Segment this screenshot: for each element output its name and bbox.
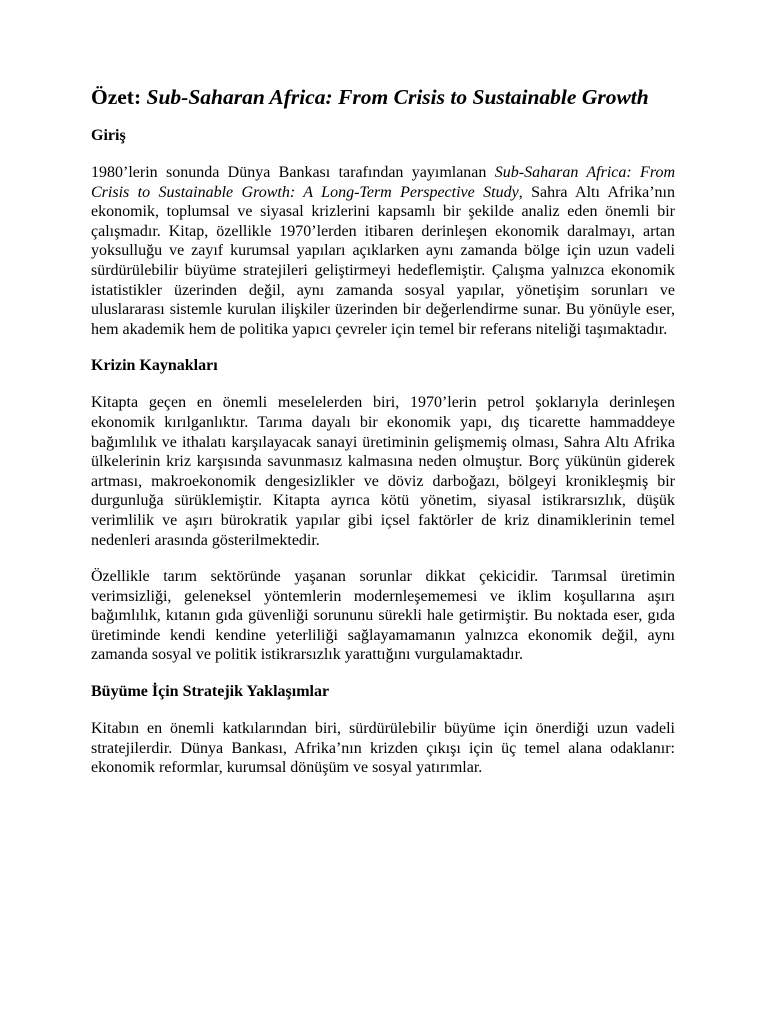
paragraph: Kitapta geçen en önemli meselelerden biri, 1970’lerin petrol şoklarıyla derinleşen ekonomik kırılganlıktır. Tarıma dayalı bir ekonomik yapı, dış ticarette hammaddeye bağımlılık ve ithalatı karşılayacak sanayi üretiminin gelişmemiş olması, Sahra Altı Afrika ülkelerinin kriz karşısında savunmasız kalmasına neden olmuştur. Borç yükünün giderek artması, makroekonomik dengesizlikler ve döviz darboğazı, bölgeyi kronikleşmiş bir durgunluğa sürüklemiştir. Kitapta ayrıca kötü yönetim, siyasal istikrarsızlık, düşük verimlilik ve aşırı bürokratik yapılar gibi içsel faktörler de kriz dinamiklerinin temel nedenleri arasında gösterilmektedir.: [91, 394, 675, 549]
section-heading-krizin-kaynaklari: Krizin Kaynakları: [91, 357, 218, 375]
paragraph-text-after: , Sahra Altı Afrika’nın ekonomik, toplumsal ve siyasal krizlerini kapsamlı bir şekilde analiz eden önemli bir çalışmadır. Kitap, özellikle 1970’lerden itibaren derinleşen ekonomik daralmayı, artan yoksulluğu ve zayıf kurumsal yapıları açıklarken aynı zamanda bölge için uzun vadeli sürdürülebilir büyüme stratejileri geliştirmeyi hedeflemiştir. Çalışma yalnızca ekonomik istatistikler üzerinden değil, aynı zamanda sosyal yapılar, yönetişim sorunları ve uluslararası sistemle kurulan ilişkiler üzerinden bir değerlendirme sunar. Bu yönüyle eser, hem akademik hem de politika yapıcı çevreler için temel bir referans niteliği taşımaktadır.: [91, 183, 675, 338]
paragraph: [91, 163, 675, 339]
title-italic: Sub-Saharan Africa: From Crisis to Sustainable Growth: [146, 85, 649, 109]
section-heading-giris: Giriş: [91, 127, 126, 144]
document-title: [91, 84, 675, 110]
paragraph-text-before: 1980’lerin sonunda Dünya Bankası tarafından yayımlanan: [91, 164, 495, 181]
paragraph-italic-title: Sub-Saharan Africa: From Crisis to Sustainable Growth: A Long-Term Perspective Study: [91, 164, 676, 201]
title-prefix: Özet:: [91, 85, 147, 109]
section-heading-buyume-stratejileri: Büyüme İçin Stratejik Yaklaşımlar: [91, 683, 330, 701]
paragraph: Özellikle tarım sektöründe yaşanan sorunlar dikkat çekicidir. Tarımsal üretimin verimsizliği, geleneksel yöntemlerin modernleşememesi ve iklim koşullarına aşırı bağımlılık, kıtanın gıda güvenliği sorununu sürekli hale getirmiştir. Bu noktada eser, gıda üretiminde kendi kendine yeterliliği sağlayamamanın yalnızca ekonomik değil, aynı zamanda sosyal ve politik istikrarsızlık yarattığını vurgulamaktadır.: [91, 568, 675, 664]
document-page: [91, 84, 675, 795]
paragraph: Kitabın en önemli katkılarından biri, sürdürülebilir büyüme için önerdiği uzun vadeli stratejilerdir. Dünya Bankası, Afrika’nın krizden çıkışı için üç temel alana odaklanır: ekonomik reformlar, kurumsal dönüşüm ve sosyal yatırımlar.: [91, 720, 675, 777]
